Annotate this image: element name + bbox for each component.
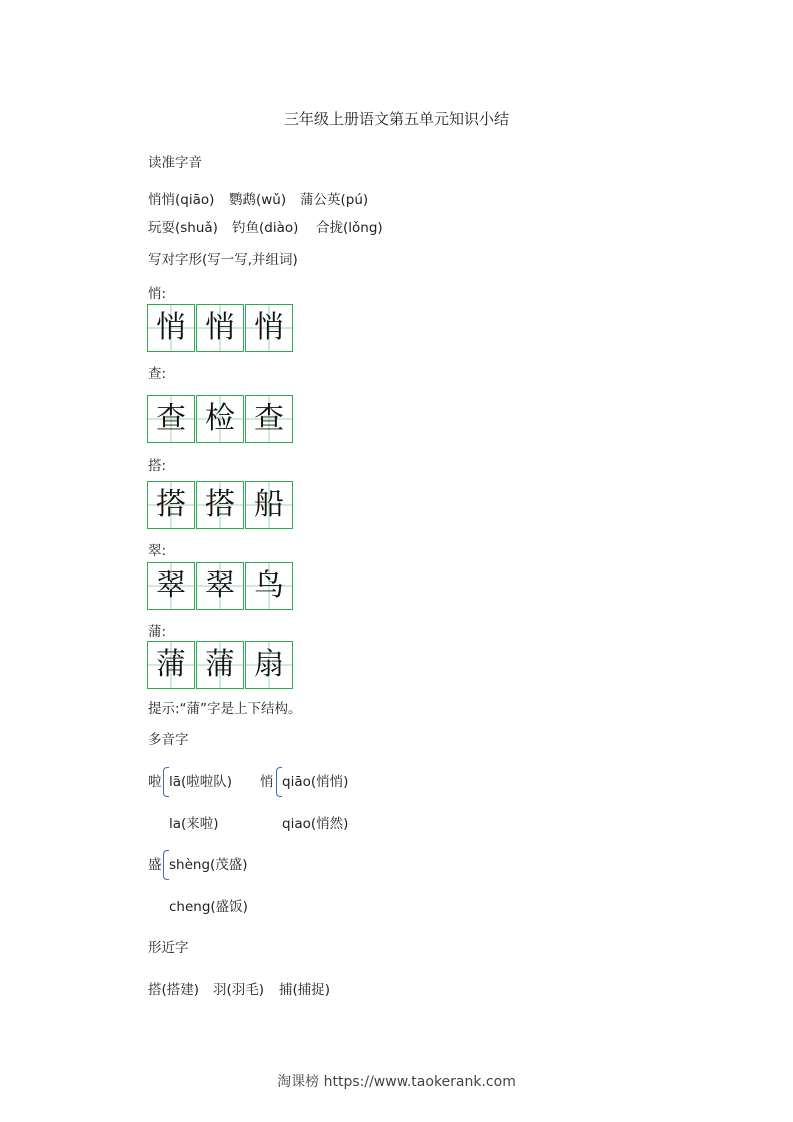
section-heading-write: 写对字形(写一写,并组词) bbox=[148, 252, 298, 268]
grid-char: 检 bbox=[205, 401, 235, 436]
char-group-label: 查: bbox=[148, 366, 167, 382]
char-group-label: 搭: bbox=[148, 458, 167, 474]
polyphone-reading: lā(啦啦队) bbox=[169, 774, 233, 790]
grid-cell bbox=[147, 304, 195, 352]
polyphone-reading: qiao(悄然) bbox=[282, 816, 349, 832]
grid-char: 船 bbox=[254, 487, 284, 522]
pinyin-item: 鹦鹉(wǔ) bbox=[229, 192, 287, 208]
grid-cell bbox=[196, 641, 244, 689]
polyphone-reading: qiāo(悄悄) bbox=[282, 774, 349, 790]
writing-grid bbox=[147, 395, 294, 443]
page-title: 三年级上册语文第五单元知识小结 bbox=[283, 110, 509, 128]
grid-char: 鸟 bbox=[254, 568, 284, 603]
grid-cell bbox=[245, 395, 293, 443]
writing-grid bbox=[147, 562, 294, 610]
pinyin-item: 玩耍(shuǎ) bbox=[148, 220, 218, 236]
grid-char: 悄 bbox=[205, 310, 235, 345]
grid-cell bbox=[196, 395, 244, 443]
grid-cell bbox=[245, 641, 293, 689]
grid-char: 蒲 bbox=[156, 647, 186, 682]
section-heading-similar: 形近字 bbox=[148, 940, 189, 956]
pinyin-item: 悄悄(qiāo) bbox=[148, 192, 215, 208]
grid-cell bbox=[147, 641, 195, 689]
footer-watermark: 淘课榜 https://www.taokerank.com bbox=[277, 1074, 516, 1090]
polyphone-char: 盛 bbox=[148, 857, 162, 873]
grid-cell bbox=[147, 481, 195, 529]
grid-cell bbox=[196, 562, 244, 610]
writing-grid bbox=[147, 304, 294, 352]
grid-char: 查 bbox=[156, 401, 186, 436]
grid-cell bbox=[245, 304, 293, 352]
writing-grid bbox=[147, 641, 294, 689]
pinyin-item: 钓鱼(diào) bbox=[232, 220, 299, 236]
grid-char: 扇 bbox=[254, 647, 284, 682]
similar-char-item: 捕(捕捉) bbox=[279, 982, 331, 998]
grid-cell bbox=[196, 304, 244, 352]
polyphone-reading: la(来啦) bbox=[169, 816, 219, 832]
section-heading-polyphone: 多音字 bbox=[148, 732, 189, 748]
char-group-label: 翠: bbox=[148, 543, 167, 559]
grid-cell bbox=[196, 481, 244, 529]
similar-char-item: 搭(搭建) bbox=[148, 982, 200, 998]
polyphone-char: 啦 bbox=[148, 774, 162, 790]
polyphone-char: 悄 bbox=[260, 774, 274, 790]
polyphone-reading: shèng(茂盛) bbox=[169, 857, 248, 873]
similar-char-item: 羽(羽毛) bbox=[213, 982, 265, 998]
section-heading-read: 读准字音 bbox=[148, 155, 202, 171]
grid-cell bbox=[147, 562, 195, 610]
grid-char: 翠 bbox=[156, 568, 186, 603]
grid-char: 搭 bbox=[205, 487, 235, 522]
pinyin-item: 蒲公英(pú) bbox=[300, 192, 369, 208]
grid-cell bbox=[245, 481, 293, 529]
grid-cell bbox=[245, 562, 293, 610]
polyphone-reading: cheng(盛饭) bbox=[169, 899, 248, 915]
grid-char: 悄 bbox=[254, 310, 284, 345]
grid-char: 查 bbox=[254, 401, 284, 436]
grid-char: 翠 bbox=[205, 568, 235, 603]
grid-char: 悄 bbox=[156, 310, 186, 345]
grid-char: 搭 bbox=[156, 487, 186, 522]
writing-grid bbox=[147, 481, 294, 529]
tip-text: 提示:“蒲”字是上下结构。 bbox=[148, 701, 302, 717]
char-group-label: 蒲: bbox=[148, 624, 167, 640]
grid-char: 蒲 bbox=[205, 647, 235, 682]
char-group-label: 悄: bbox=[148, 286, 167, 302]
grid-cell bbox=[147, 395, 195, 443]
pinyin-item: 合拢(lǒng) bbox=[316, 220, 383, 236]
